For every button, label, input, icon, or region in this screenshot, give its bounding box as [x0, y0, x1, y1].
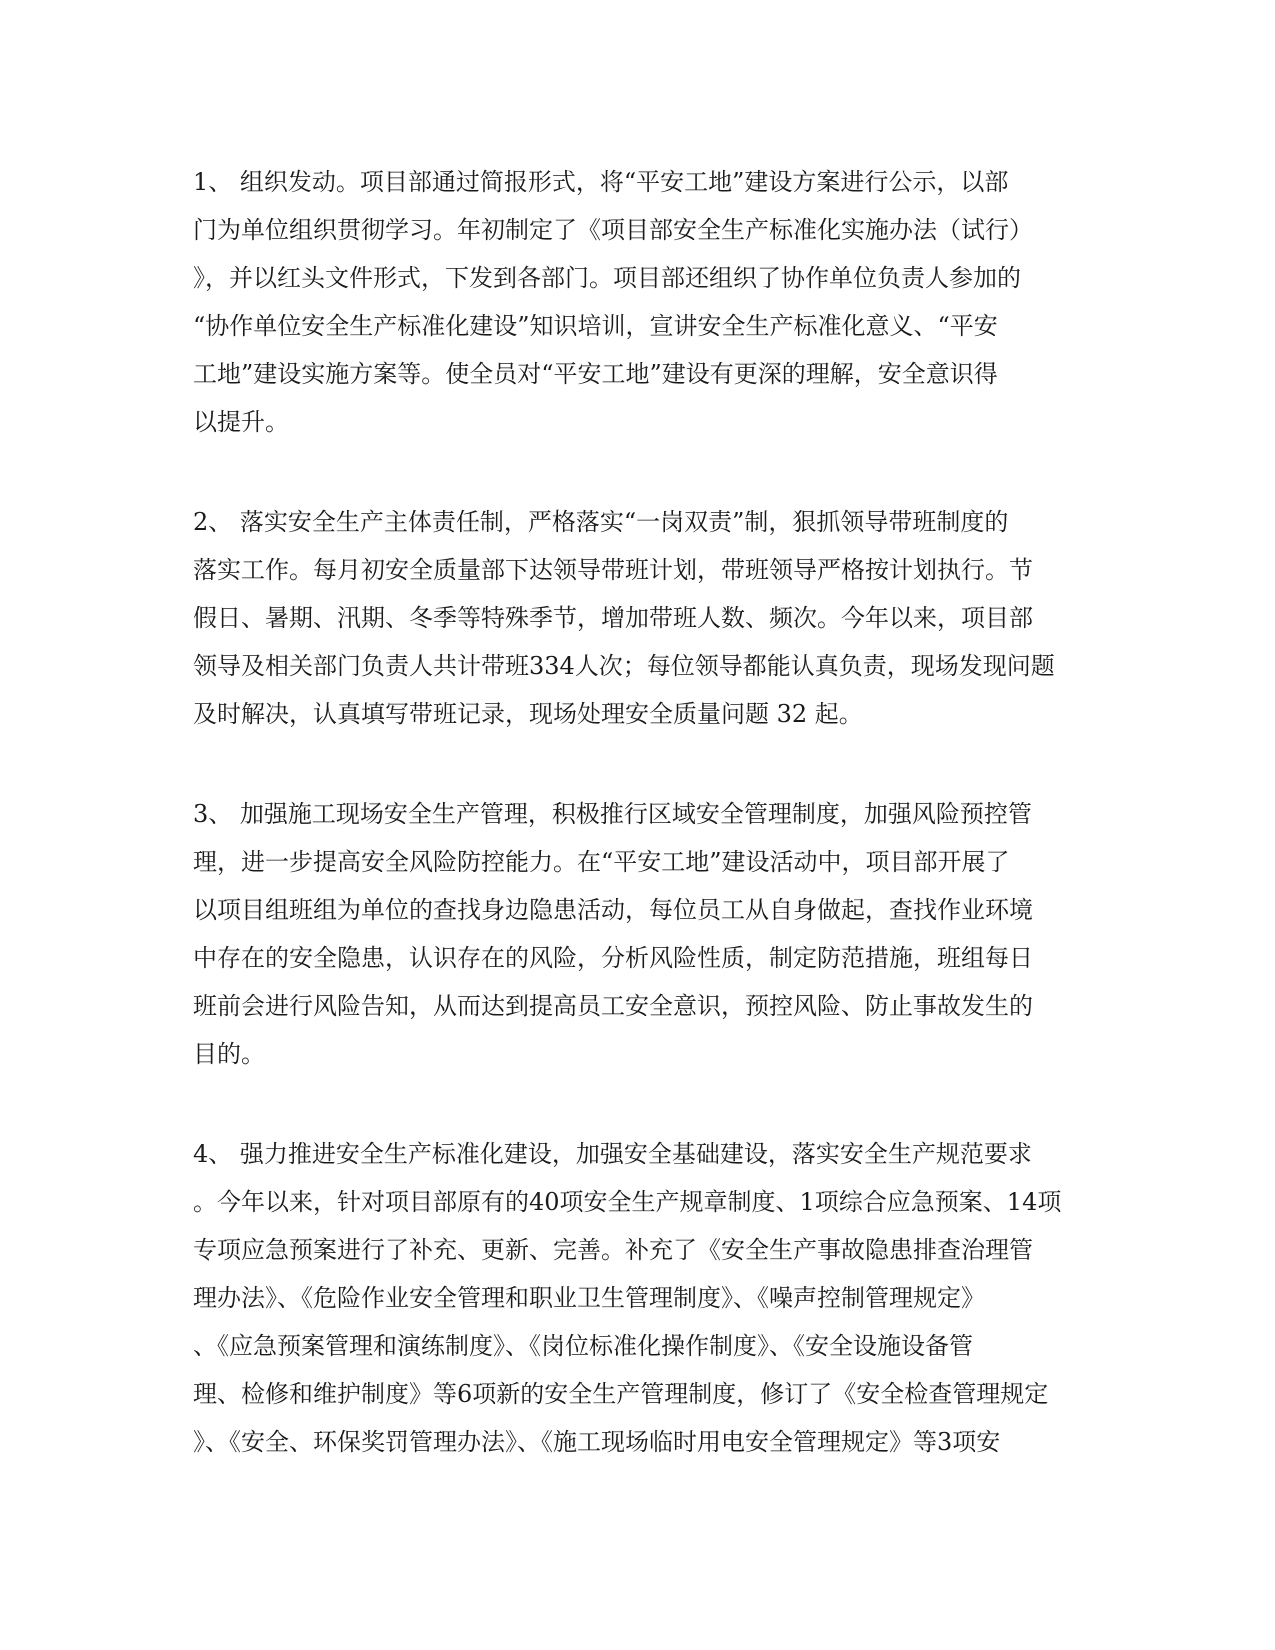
text-line: 班前会进行风险告知，从而达到提高员工安全意识，预控风险、防止事故发生的: [193, 992, 1033, 1020]
text-line: 以项目组班组为单位的查找身边隐患活动，每位员工从自身做起，查找作业环境: [193, 896, 1033, 924]
text-line: 中存在的安全隐患，认识存在的风险，分析风险性质，制定防范措施，班组每日: [193, 944, 1033, 972]
text-line: 。今年以来，针对项目部原有的40项安全生产规章制度、1项综合应急预案、14项: [193, 1188, 1062, 1216]
text-line: 3、 加强施工现场安全生产管理，积极推行区域安全管理制度，加强风险预控管: [193, 800, 1032, 828]
text-line: 4、 强力推进安全生产标准化建设，加强安全基础建设，落实安全生产规范要求: [193, 1140, 1032, 1168]
text-line: 目的。: [193, 1040, 265, 1068]
paragraph-1: [193, 158, 1083, 446]
text-line: 、《应急预案管理和演练制度》、《岗位标准化操作制度》、《安全设施设备管: [193, 1332, 973, 1360]
paragraph-2: [193, 498, 1083, 738]
text-line: 以提升。: [193, 408, 289, 436]
text-line: 1、 组织发动。项目部通过简报形式，将“平安工地”建设方案进行公示，以部: [193, 168, 1009, 196]
paragraph-4: [193, 1130, 1083, 1466]
text-line: 》、《安全、环保奖罚管理办法》、《施工现场临时用电安全管理规定》等3项安: [193, 1428, 1001, 1456]
text-line: 假日、暑期、汛期、冬季等特殊季节，增加带班人数、频次。今年以来，项目部: [193, 604, 1033, 632]
text-line: 门为单位组织贯彻学习。年初制定了《项目部安全生产标准化实施办法（试行）: [193, 216, 1033, 244]
text-line: 理办法》、《危险作业安全管理和职业卫生管理制度》、《噪声控制管理规定》: [193, 1284, 985, 1312]
text-line: 专项应急预案进行了补充、更新、完善。补充了《安全生产事故隐患排查治理管: [193, 1236, 1033, 1264]
text-line: 领导及相关部门负责人共计带班334人次；每位领导都能认真负责，现场发现问题: [193, 652, 1055, 680]
text-line: 》，并以红头文件形式，下发到各部门。项目部还组织了协作单位负责人参加的: [193, 264, 1021, 292]
paragraph-3: [193, 790, 1083, 1078]
text-line: 工地”建设实施方案等。使全员对“平安工地”建设有更深的理解，安全意识得: [193, 360, 998, 388]
text-line: 理，进一步提高安全风险防控能力。在“平安工地”建设活动中，项目部开展了: [193, 848, 1010, 876]
text-line: 2、 落实安全生产主体责任制，严格落实“一岗双责”制，狠抓领导带班制度的: [193, 508, 1009, 536]
text-line: 及时解决，认真填写带班记录，现场处理安全质量问题 32 起。: [193, 700, 863, 728]
text-line: 理、检修和维护制度》等6项新的安全生产管理制度，修订了《安全检查管理规定: [193, 1380, 1049, 1408]
text-line: 落实工作。每月初安全质量部下达领导带班计划，带班领导严格按计划执行。节: [193, 556, 1033, 584]
text-line: “协作单位安全生产标准化建设”知识培训，宣讲安全生产标准化意义、“平安: [193, 312, 998, 340]
